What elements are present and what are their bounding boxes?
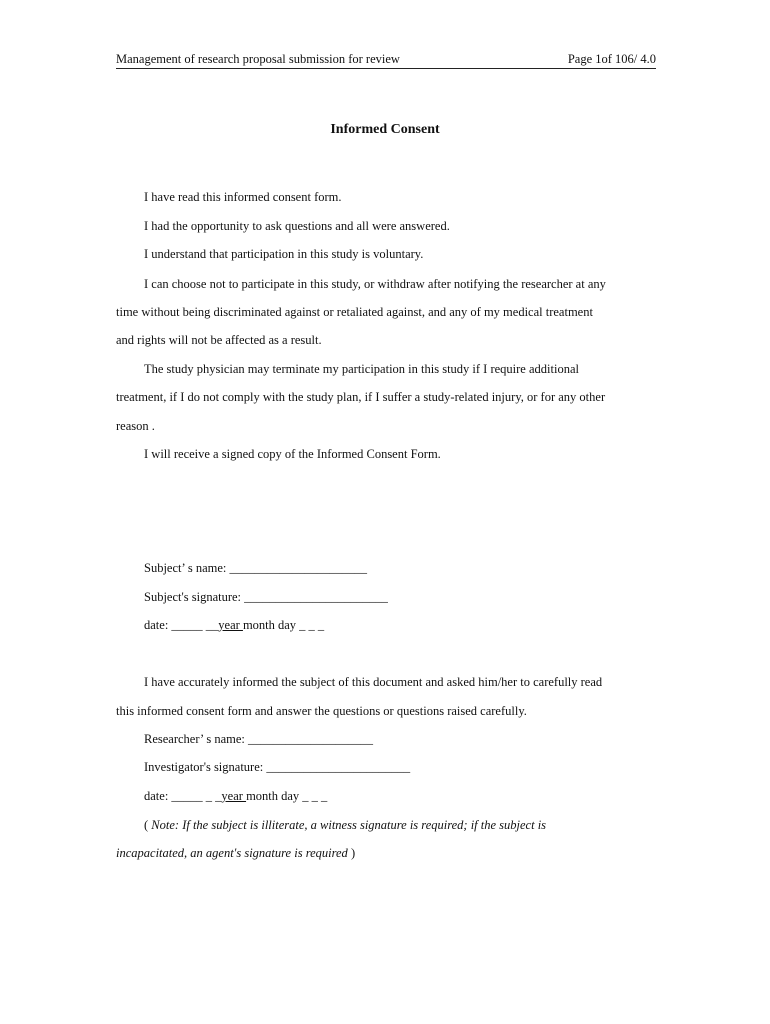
- page-header: [116, 51, 656, 69]
- subject-date-field[interactable]: [144, 617, 324, 633]
- researcher-name-field[interactable]: Researcher’ s name: ____________________: [144, 732, 373, 746]
- header-page-number: Page 1of 106/ 4.0: [567, 52, 656, 66]
- statement-signed-copy: I will receive a signed copy of the Informed Consent Form.: [144, 447, 441, 461]
- note-text-line2: incapacitated, an agent's signature is required: [116, 846, 348, 860]
- note-line1: [144, 817, 546, 833]
- subject-signature-field[interactable]: Subject's signature: _______________________: [144, 590, 388, 604]
- statement-withdraw-line3: and rights will not be affected as a result.: [116, 333, 322, 347]
- document-title: Informed Consent: [330, 122, 440, 137]
- subject-name-field[interactable]: Subject’ s name: ______________________: [144, 561, 368, 575]
- researcher-date-field[interactable]: [144, 788, 327, 804]
- header-title: Management of research proposal submission for review: [116, 52, 400, 66]
- note-line2: [116, 845, 355, 861]
- statement-terminate-line1: The study physician may terminate my participation in this study if I require additional: [144, 362, 579, 376]
- subject-date-prefix: date: _____ __: [144, 618, 219, 632]
- note-close-paren: ): [347, 846, 356, 860]
- statement-read-form: I have read this informed consent form.: [144, 190, 342, 204]
- researcher-statement-line2: this informed consent form and answer the questions or questions raised carefully.: [116, 704, 527, 718]
- statement-questions: I had the opportunity to ask questions and all were answered.: [144, 219, 450, 233]
- researcher-date-year: year: [221, 789, 247, 803]
- subject-date-year: year: [218, 618, 243, 632]
- investigator-signature-field[interactable]: Investigator's signature: _______________________: [144, 760, 411, 774]
- statement-voluntary: I understand that participation in this study is voluntary.: [144, 247, 424, 261]
- statement-withdraw-line1: I can choose not to participate in this study, or withdraw after notifying the researcher at any: [144, 277, 606, 291]
- statement-terminate-line3: reason .: [116, 419, 155, 433]
- statement-withdraw-line2: time without being discriminated against or retaliated against, and any of my medical treatment: [116, 305, 593, 319]
- researcher-statement-line1: I have accurately informed the subject of this document and asked him/her to carefully read: [144, 675, 603, 689]
- subject-date-suffix: month day _ _ _: [242, 618, 325, 632]
- researcher-date-suffix: month day _ _ _: [246, 789, 328, 803]
- statement-terminate-line2: treatment, if I do not comply with the study plan, if I suffer a study-related injury, or for any other: [116, 390, 606, 404]
- note-text-line1: Note: If the subject is illiterate, a witness signature is required; if the subject is: [151, 818, 547, 832]
- note-open-paren: (: [144, 818, 152, 832]
- researcher-date-prefix: date: _____ _ _: [144, 789, 222, 803]
